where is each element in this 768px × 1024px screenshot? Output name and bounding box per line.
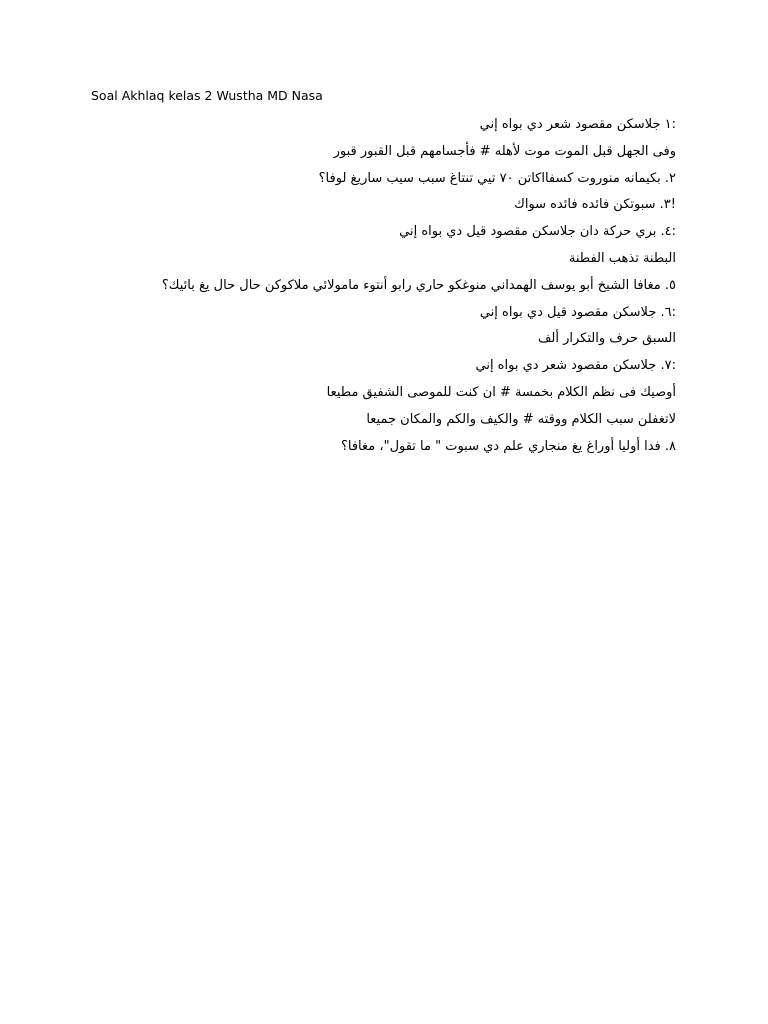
proverb-line-1: البطنة تذهب الفطنة <box>568 250 676 266</box>
question-line-4: :٤. بري حركة دان جلاسكن مقصود قيل دي بواه إني <box>399 224 676 240</box>
question-line-2: ٢. بكيمانه منوروت كسفااكاتن ٧٠ تيي تنتاغ سبب سيب ساريغ لوفا؟ <box>318 170 676 186</box>
question-line-3: !٣. سبوتكن فائده فائده سواك <box>514 197 676 213</box>
question-line-1: :١ جلاسكن مقصود شعر دي بواه إني <box>479 117 676 132</box>
poem-line-3: لاتغفلن سبب الكلام ووقته # والكيف والكم والمكان جميعا <box>366 411 676 427</box>
proverb-line-2: السبق حرف والتكرار ألف <box>537 331 676 347</box>
question-line-6: :٦. جلاسكن مقصود قيل دي بواه إني <box>479 304 676 320</box>
question-line-7: :٧. جلاسكن مقصود شعر دي بواه إني <box>475 358 676 374</box>
document-title: Soal Akhlaq kelas 2 Wustha MD Nasa <box>91 88 323 103</box>
poem-line-2: أوصيك فى نظم الكلام بخمسة # ان كنت للموصى الشفيق مطيعا <box>326 384 676 400</box>
question-line-8: ٨. فدا أوليا أوراغ يغ منجاري علم دي سبوت " ما تقول"، مغافا؟ <box>340 438 676 454</box>
question-list <box>60 112 676 460</box>
question-line-5: ٥. مغافا الشيخ أبو يوسف الهمداني منوغكو حاري رابو أنتوء مامولائي ملاكوكن حال حال يغ بائيك؟ <box>161 277 676 293</box>
poem-line-1: وفى الجهل قبل الموت موت لأهله # فأجسامهم قبل القبور قبور <box>333 143 676 159</box>
